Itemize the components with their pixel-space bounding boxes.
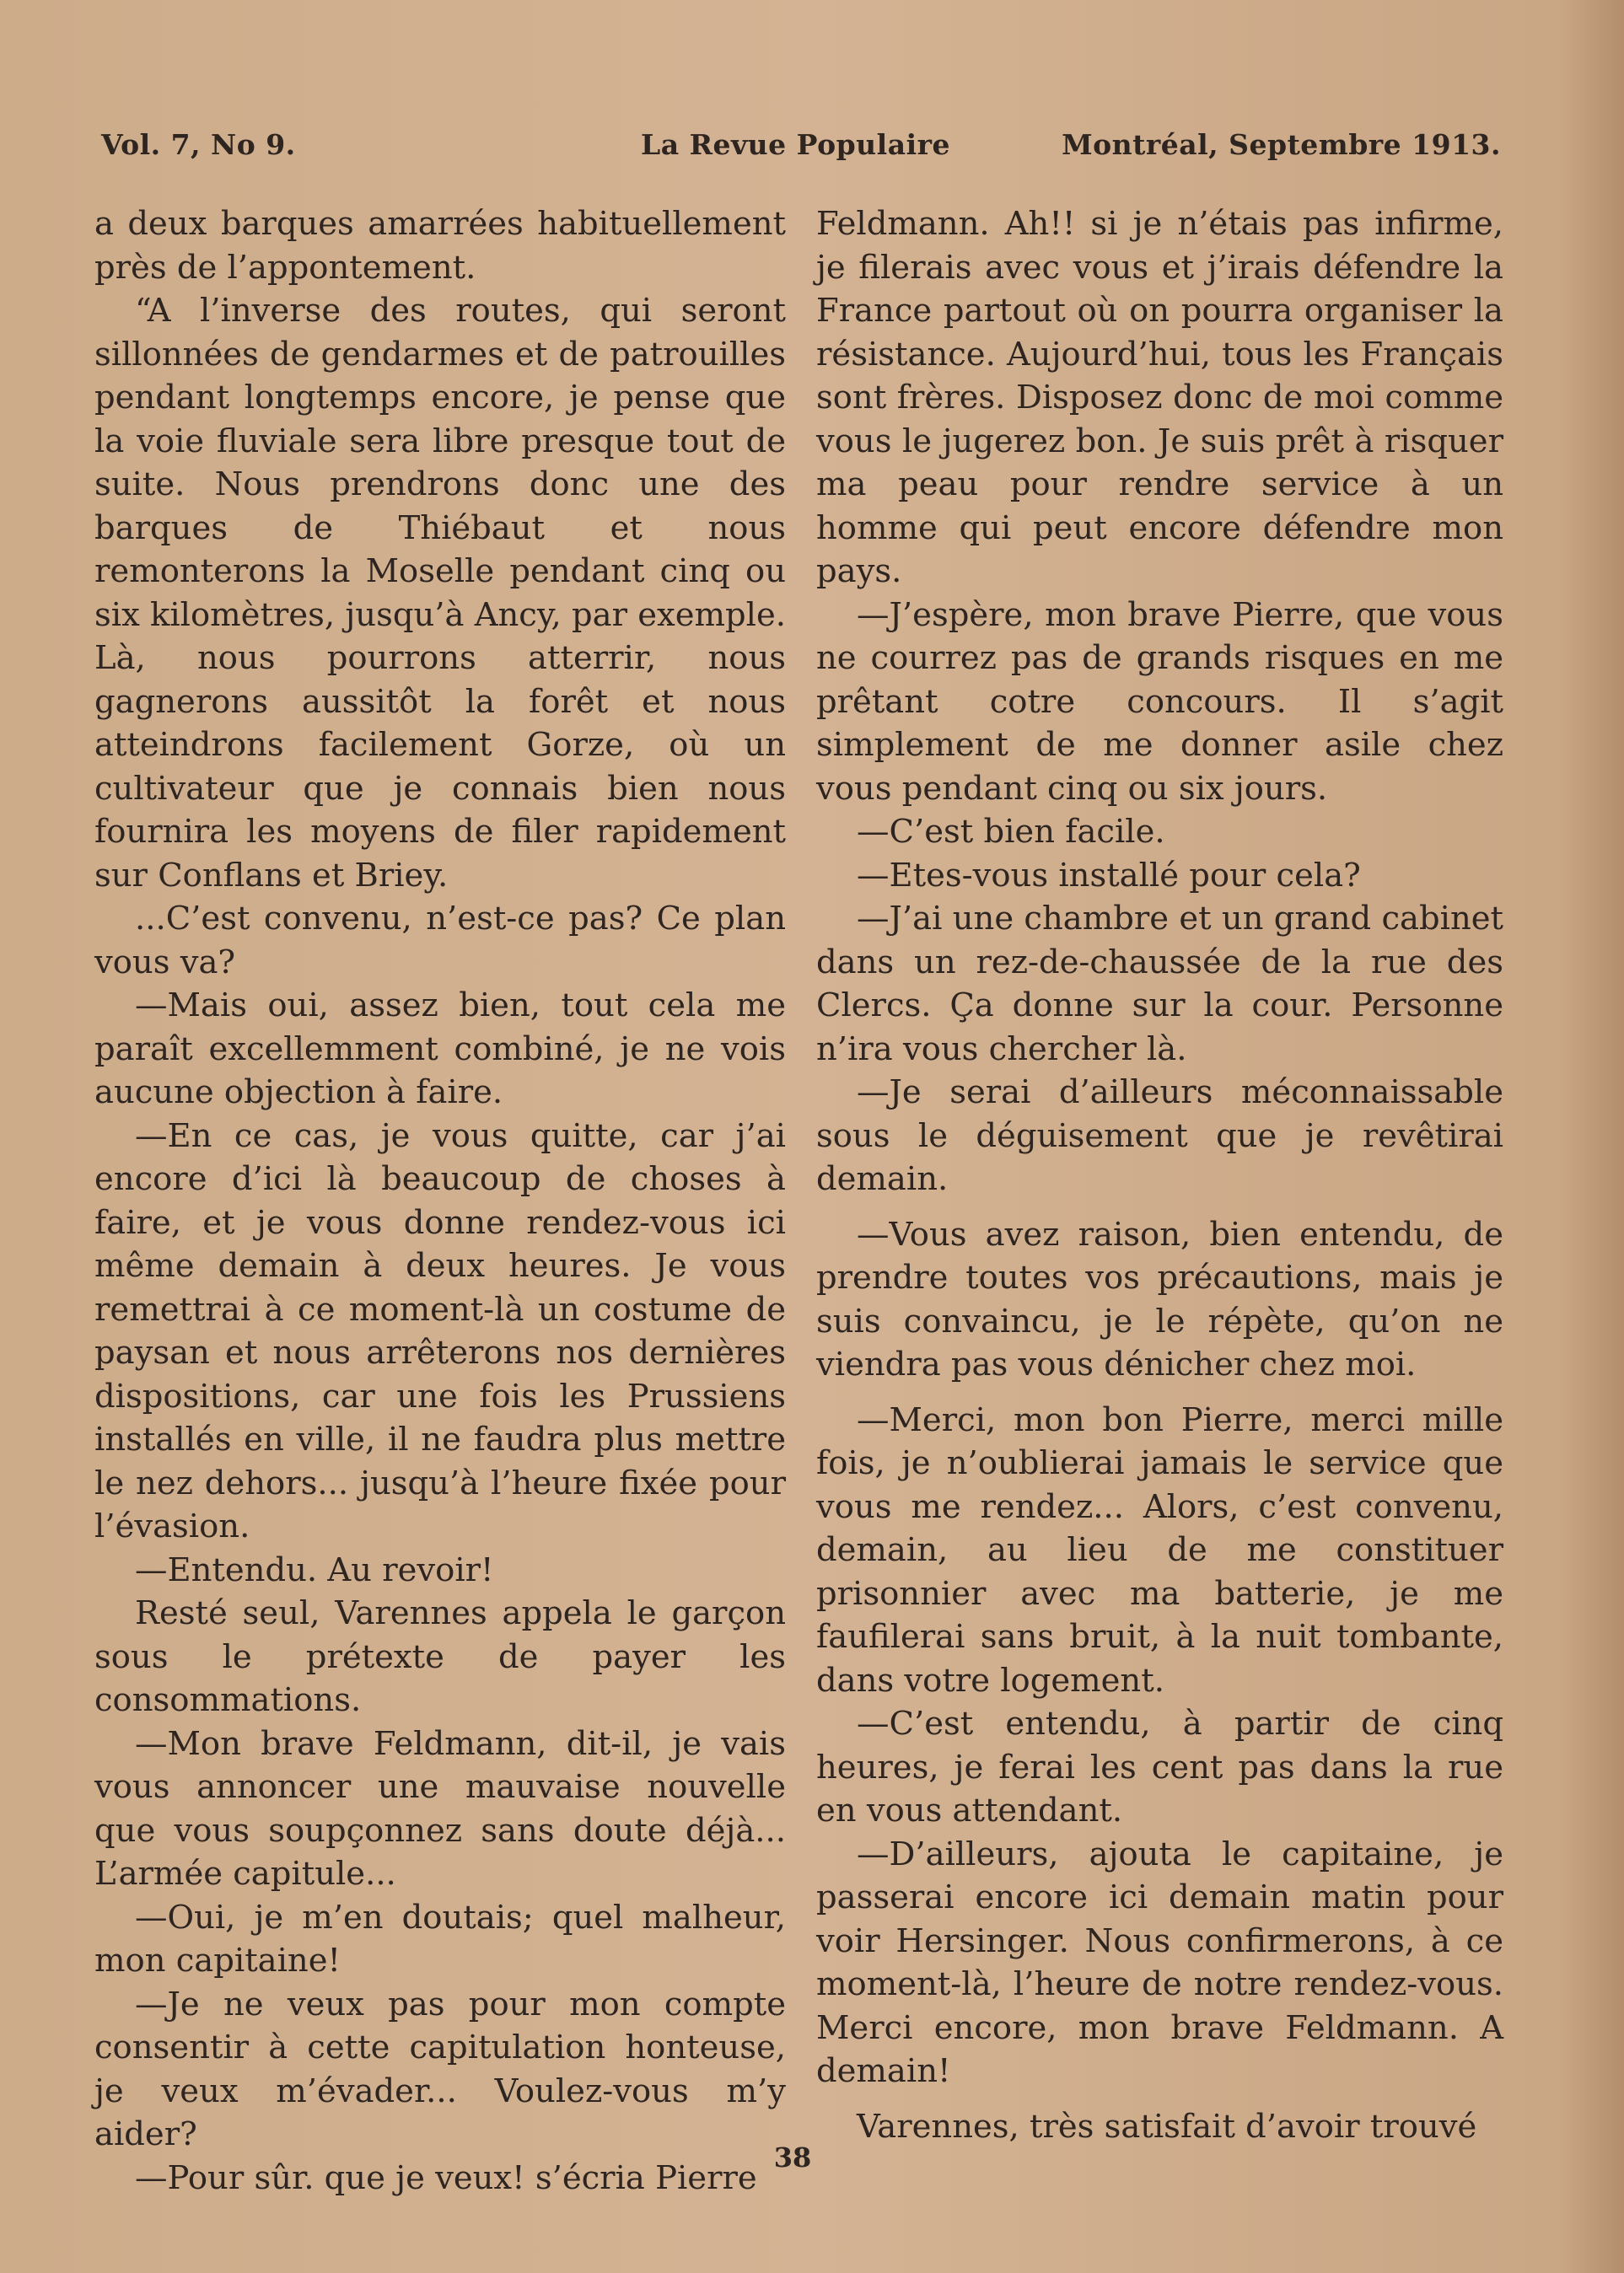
right-column [816, 202, 1503, 2148]
paragraph: —Je serai d’ailleurs méconnaissable sous le déguisement que je revêtirai demain. [816, 1073, 1503, 1198]
running-header [101, 128, 1501, 170]
paragraph: Resté seul, Varennes appela le garçon sous le prétexte de payer les consommations. [94, 1594, 786, 1719]
paragraph: —Je ne veux pas pour mon compte consentir à cette capitulation honteuse, je veux m’évader... Voulez-vous m’y aider? [94, 1985, 786, 2153]
paragraph: —Mais oui, assez bien, tout cela me paraît excellemment combiné, je ne vois aucune objection à faire. [94, 986, 786, 1111]
paragraph: —En ce cas, je vous quitte, car j’ai encore d’ici là beaucoup de choses à faire, et je vous donne rendez-vous ici même demain à deux heures. Je vous remettrai à ce moment-là un costume de paysan et nous arrêterons nos dernières dispositions, car une fois les Prussiens installés en ville, il ne faudra plus mettre le nez dehors... jusqu’à l’heure fixée pour l’évasion. [94, 1116, 786, 1545]
paragraph: Feldmann. Ah!! si je n’étais pas infirme, je filerais avec vous et j’irais défendre la France partout où on pourra organiser la résistance. Aujourd’hui, tous les Français sont frères. Disposez donc de moi comme vous le jugerez bon. Je suis prêt à risquer ma peau pour rendre service à un homme qui peut encore défendre mon pays. [816, 205, 1503, 590]
paragraph: —Vous avez raison, bien entendu, de prendre toutes vos précautions, mais je suis convaincu, je le répète, qu’on ne viendra pas vous dénicher chez moi. [816, 1215, 1503, 1384]
paragraph: —C’est entendu, à partir de cinq heures, je ferai les cent pas dans la rue en vous attendant. [816, 1705, 1503, 1830]
paragraph: —D’ailleurs, ajouta le capitaine, je passerai encore ici demain matin pour voir Hersinger. Nous confirmerons, à ce moment-là, l’heure de notre rendez-vous. Merci encore, mon brave Feldmann. A demain! [816, 1835, 1503, 2090]
left-column [94, 202, 786, 2200]
paragraph: —Pour sûr. que je veux! s’écria Pierre [135, 2158, 757, 2197]
paragraph: —Merci, mon bon Pierre, merci mille fois, je n’oublierai jamais le service que vous me rendez... Alors, c’est convenu, demain, au lieu de me constituer prisonnier avec ma batterie, je me faufilerai sans bruit, à la nuit tombante, dans votre logement. [816, 1400, 1503, 1700]
paragraph: —C’est bien facile. [857, 813, 1165, 851]
paragraph: “A l’inverse des routes, qui seront sillonnées de gendarmes et de patrouilles pendant longtemps encore, je pense que la voie fluviale sera libre presque tout de suite. Nous prendrons donc une des barques de Thiébaut et nous remonterons la Moselle pendant cinq ou six kilomètres, jusqu’à Ancy, par exemple. Là, nous pourrons atterrir, nous gagnerons aussitôt la forêt et nous atteindrons facilement Gorze, où un cultivateur que je connais bien nous fournira les moyens de filer rapidement sur Conflans et Briey. [94, 292, 786, 895]
volume-number: Vol. 7, No 9. [101, 128, 296, 161]
paragraph: —Mon brave Feldmann, dit-il, je vais vous annoncer une mauvaise nouvelle que vous soupçonnez sans doute déjà... L’armée capitule... [94, 1724, 786, 1893]
page-number: 38 [773, 2141, 812, 2174]
paragraph: —Etes-vous installé pour cela? [857, 856, 1361, 895]
paragraph: ...C’est convenu, n’est-ce pas? Ce plan vous va? [94, 900, 786, 981]
paragraph: —Entendu. Au revoir! [135, 1550, 494, 1589]
magazine-title: La Revue Populaire [641, 128, 950, 161]
paragraph: a deux barques amarrées habituellement près de l’appontement. [94, 205, 786, 287]
place-date: Montréal, Septembre 1913. [1062, 128, 1501, 161]
paragraph: —Oui, je m’en doutais; quel malheur, mon capitaine! [94, 1898, 786, 1980]
paragraph: —J’espère, mon brave Pierre, que vous ne courrez pas de grands risques en me prêtant cotre concours. Il s’agit simplement de me donner asile chez vous pendant cinq ou six jours. [816, 595, 1503, 808]
paragraph: Varennes, très satisfait d’avoir trouvé [857, 2107, 1477, 2146]
paragraph: —J’ai une chambre et un grand cabinet dans un rez-de-chaussée de la rue des Clercs. Ça donne sur la cour. Personne n’ira vous chercher là. [816, 900, 1503, 1068]
